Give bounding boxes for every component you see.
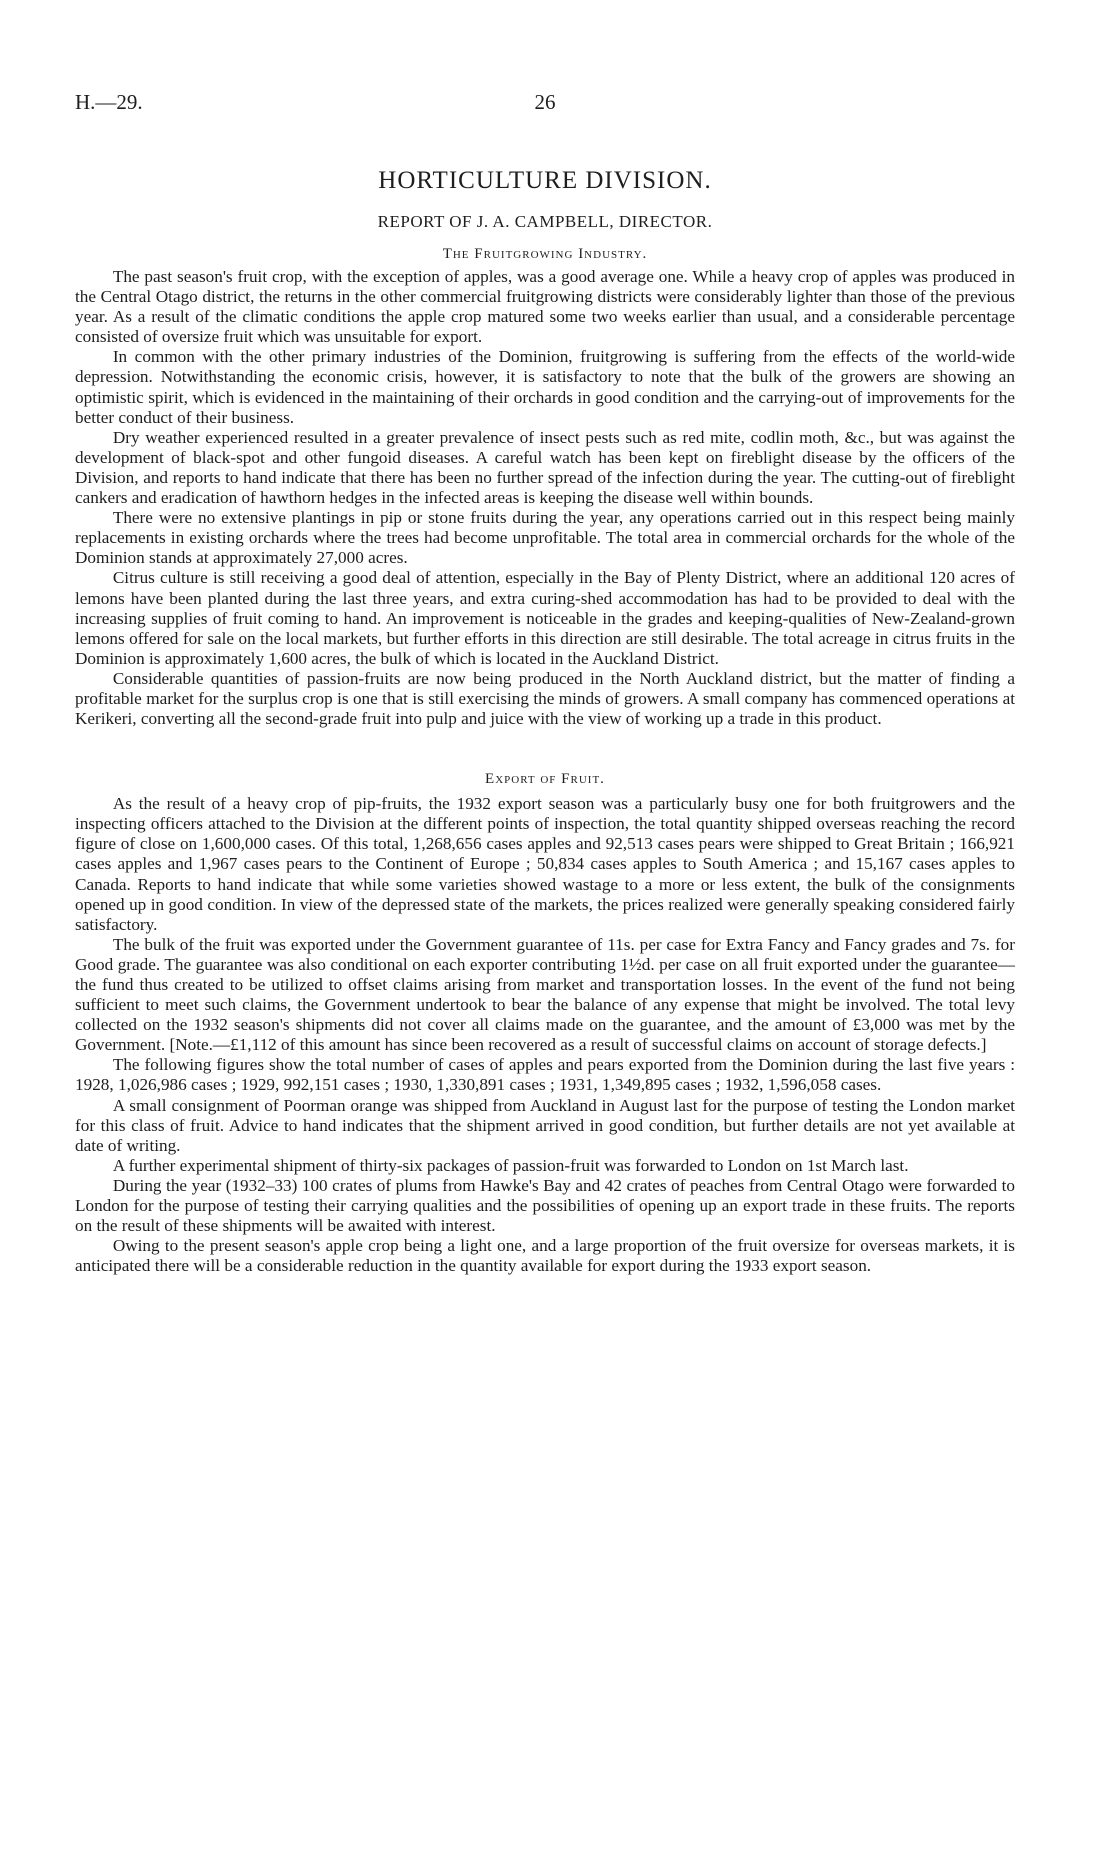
section-heading-fruitgrowing: The Fruitgrowing Industry. (442, 246, 648, 262)
paragraph: Citrus culture is still receiving a good deal of attention, especially in the Bay of Plenty District, where an additional 120 acres of lemons have been planted during the last three years, and extra curing-shed accommodation has had to be provided to deal with the increasing supplies of fruit coming to hand. An improvement is noticeable in the grades and keeping-qualities of New-Zealand-grown lemons offered for sale on the local markets, but further efforts in this direction are still desirable. The total acreage in citrus fruits in the Dominion is approximately 1,600 acres, the bulk of which is located in the Auckland District. (75, 568, 1015, 668)
paragraph: The following figures show the total number of cases of apples and pears exported from the Dominion during the last five years : 1928, 1,026,986 cases ; 1929, 992,151 cases ; 1930, 1,330,891 cases ; 1931, 1,349,895 cases ; 1932, 1,596,058 cases. (75, 1055, 1015, 1095)
paragraph: Owing to the present season's apple crop being a light one, and a large proportion of the fruit oversize for overseas markets, it is anticipated there will be a considerable reduction in the quantity available for export during the 1933 export season. (75, 1236, 1015, 1276)
paragraph: A small consignment of Poorman orange was shipped from Auckland in August last for the purpose of testing the London market for this class of fruit. Advice to hand indicates that the shipment arrived in good condition, but further details are not yet available at date of writing. (75, 1095, 1015, 1155)
division-title: HORTICULTURE DIVISION. (378, 167, 712, 194)
document-reference: H.—29. (75, 90, 143, 114)
paragraph: Considerable quantities of passion-fruits are now being produced in the North Auckland district, but the matter of finding a profitable market for the surplus crop is one that is still exercising the minds of growers. A small company has commenced operations at Kerikeri, converting all the second-grade fruit into pulp and juice with the view of working up a trade in this product. (75, 668, 1015, 729)
paragraph: In common with the other primary industries of the Dominion, fruitgrowing is suffering from the effects of the world-wide depression. Notwithstanding the economic crisis, however, it is satisfactory to note that the bulk of the growers are showing an optimistic spirit, which is evidenced in the maintaining of their orchards in good condition and the carrying-out of improvements for the better conduct of their business. (75, 347, 1015, 427)
paragraph: Dry weather experienced resulted in a greater prevalence of insect pests such as red mite, codlin moth, &c., but was against the development of black-spot and other fungoid diseases. A careful watch has been kept on fireblight disease by the officers of the Division, and reports to hand indicate that there has been no further spread of the infection during the year. The cutting-out of fireblight cankers and eradication of hawthorn hedges in the infected areas is keeping the disease well within bounds. (75, 427, 1015, 508)
section-body-export (75, 794, 1015, 1276)
paragraph: There were no extensive plantings in pip or stone fruits during the year, any operations carried out in this respect being mainly replacements in existing orchards where the trees had become unprofitable. The total area in commercial orchards for the whole of the Dominion stands at approximately 27,000 acres. (75, 508, 1015, 568)
page-number: 26 (534, 90, 556, 114)
paragraph: The bulk of the fruit was exported under the Government guarantee of 11s. per case for Extra Fancy and Fancy grades and 7s. for Good grade. The guarantee was also conditional on each exporter contributing 1½d. per case on all fruit exported under the guarantee—the fund thus created to be utilized to offset claims arising from market and transportation losses. In the event of the fund not being sufficient to meet such claims, the Government undertook to bear the balance of any expense that might be involved. The total levy collected on the 1932 season's shipments did not cover all claims made on the guarantee, and the amount of £3,000 was met by the Government. [Note.—£1,112 of this amount has since been recovered as a result of successful claims on account of storage defects.] (75, 934, 1015, 1055)
paragraph: As the result of a heavy crop of pip-fruits, the 1932 export season was a particularly busy one for both fruitgrowers and the inspecting officers attached to the Division at the different points of inspection, the total quantity shipped overseas reaching the record figure of close on 1,600,000 cases. Of this total, 1,268,656 cases apples and 92,513 cases pears were shipped to Great Britain ; 166,921 cases apples and 1,967 cases pears to the Continent of Europe ; 50,834 cases apples to South America ; and 15,167 cases apples to Canada. Reports to hand indicate that while some varieties showed wastage to a more or less extent, the bulk of the consignments opened up in good condition. In view of the depressed state of the markets, the prices realized were generally speaking considered fairly satisfactory. (75, 794, 1015, 934)
document-page (75, 70, 1015, 1276)
paragraph: A further experimental shipment of thirty-six packages of passion-fruit was forwarded to London on 1st March last. (112, 1155, 909, 1175)
paragraph: The past season's fruit crop, with the exception of apples, was a good average one. While a heavy crop of apples was produced in the Central Otago district, the returns in the other commercial fruitgrowing districts were considerably lighter than those of the previous year. As a result of the climatic conditions the apple crop matured some two weeks earlier than usual, and a considerable percentage consisted of oversize fruit which was unsuitable for export. (75, 267, 1015, 347)
report-subtitle: REPORT OF J. A. CAMPBELL, DIRECTOR. (377, 212, 713, 231)
page-header (75, 70, 1015, 114)
paragraph: During the year (1932–33) 100 crates of plums from Hawke's Bay and 42 crates of peaches from Central Otago were forwarded to London for the purpose of testing their carrying qualities and the possibilities of opening up an export trade in these fruits. The reports on the result of these shipments will be awaited with interest. (75, 1175, 1015, 1236)
section-heading-export: Export of Fruit. (485, 771, 605, 788)
section-body-fruitgrowing (75, 267, 1015, 729)
